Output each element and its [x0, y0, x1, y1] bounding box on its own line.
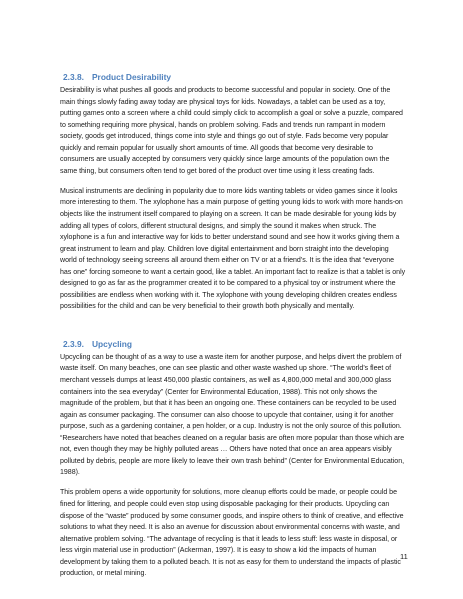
body-paragraph: This problem opens a wide opportunity for solutions, more cleanup efforts could be made, or people could be fined for littering, and people could even stop using disposable packaging for their products. Upcycling can dispose of the “waste” produced by some consumer goods, and inspire others to think of creative, and effective solutions to what they need. It is also an avenue for discussion about environmental concerns with waste, and alternative problem solving. “The advantage of recycling is that it leads to less stuff: less waste in disposal, or less virgin material use in production” (Ackerman, 1997). It is easy to show a kid the impacts of human development by taking them to a polluted beach. It is not as easy for them to understand the impacts of plastic production, or metal mining. — [60, 489, 404, 578]
body-paragraph: Upcycling can be thought of as a way to use a waste item for another purpose, and helps divert the problem of waste itself. On many beaches, one can see plastic and other waste washed up shore. “The world’s fleet of merchant vessels dumps at least 450,000 plastic containers, as well as 4,800,000 metal and 300,000 glass containers into the sea everyday” (Center for Environmental Education, 1988). This not only shows the magnitude of the problem, but that it has been an ongoing one. These containers can be recycled to be used again as consumer packaging. The consumer can also choose to upcycle that container, using it for another purpose, such as a gardening container, a pen holder, or a cup. Industry is not the only source of this pollution. “Researchers have noted that beaches cleaned on a regular basis are often more popular than those which are not, even though they may be highly polluted areas … Others have noted that once an area appears visibly polluted by debris, people are more likely to leave their own trash behind” (Center for Environmental Education, 1988). — [60, 353, 405, 477]
section-heading — [60, 72, 406, 83]
body-paragraph: Desirability is what pushes all goods and products to become successful and popular in society. One of the main things slowly fading away today are physical toys for kids. Nowadays, a tablet can be used as a toy, putting games onto a screen where a child could simply click to accomplish a goal or solve a puzzle, compared to something requiring more physical, hands on problem solving. Fads and trends run rampant in modern society, goods get introduced, things come into style and things go out of style. Fads become very popular quickly and remain popular for usually short amounts of time. All goods that become very desirable to consumers are usually accepted by consumers very quickly since large amounts of the population own the same thing, but consumers often tend to get bored of the product over time using it less creating fads. — [60, 87, 403, 175]
section-product-desirability — [60, 72, 406, 313]
page-content — [60, 72, 406, 580]
section-title: Product Desirability — [91, 72, 172, 82]
section-heading — [60, 339, 406, 350]
section-number: 2.3.8. — [63, 72, 84, 82]
section-title: Upcycling — [91, 338, 132, 349]
section-upcycling — [60, 339, 406, 580]
body-paragraph: Musical instruments are declining in popularity due to more kids wanting tablets or video games since it looks more interesting to them. The xylophone has a main purpose of getting young kids to work with more hands-on objects like the instrument itself compared to playing on a screen. It can be made desirable for young kids by adding all types of colors, different structural designs, and simply the sound it makes when struck. The xylophone is a fun and interactive way for kids to better understand sound and see how it works giving them a great instrument to learn and play. Children love digital entertainment and born straight into the developing world of technology seeing screens all around them either on TV or at a friend’s. It is the idea that “everyone has one” forcing someone to want a certain good, like a tablet. An important fact to realize is that a tablet is only designed to go as far as the programmer created it to be compared to a physical toy or instrument where the possibilities are endless when working with it. The xylophone with young developing children creates endless possibilities for the child and can be very beneficial to their growth both physically and mentally. — [60, 187, 406, 311]
page-number: 11 — [400, 552, 408, 561]
section-number: 2.3.9. — [63, 338, 84, 349]
